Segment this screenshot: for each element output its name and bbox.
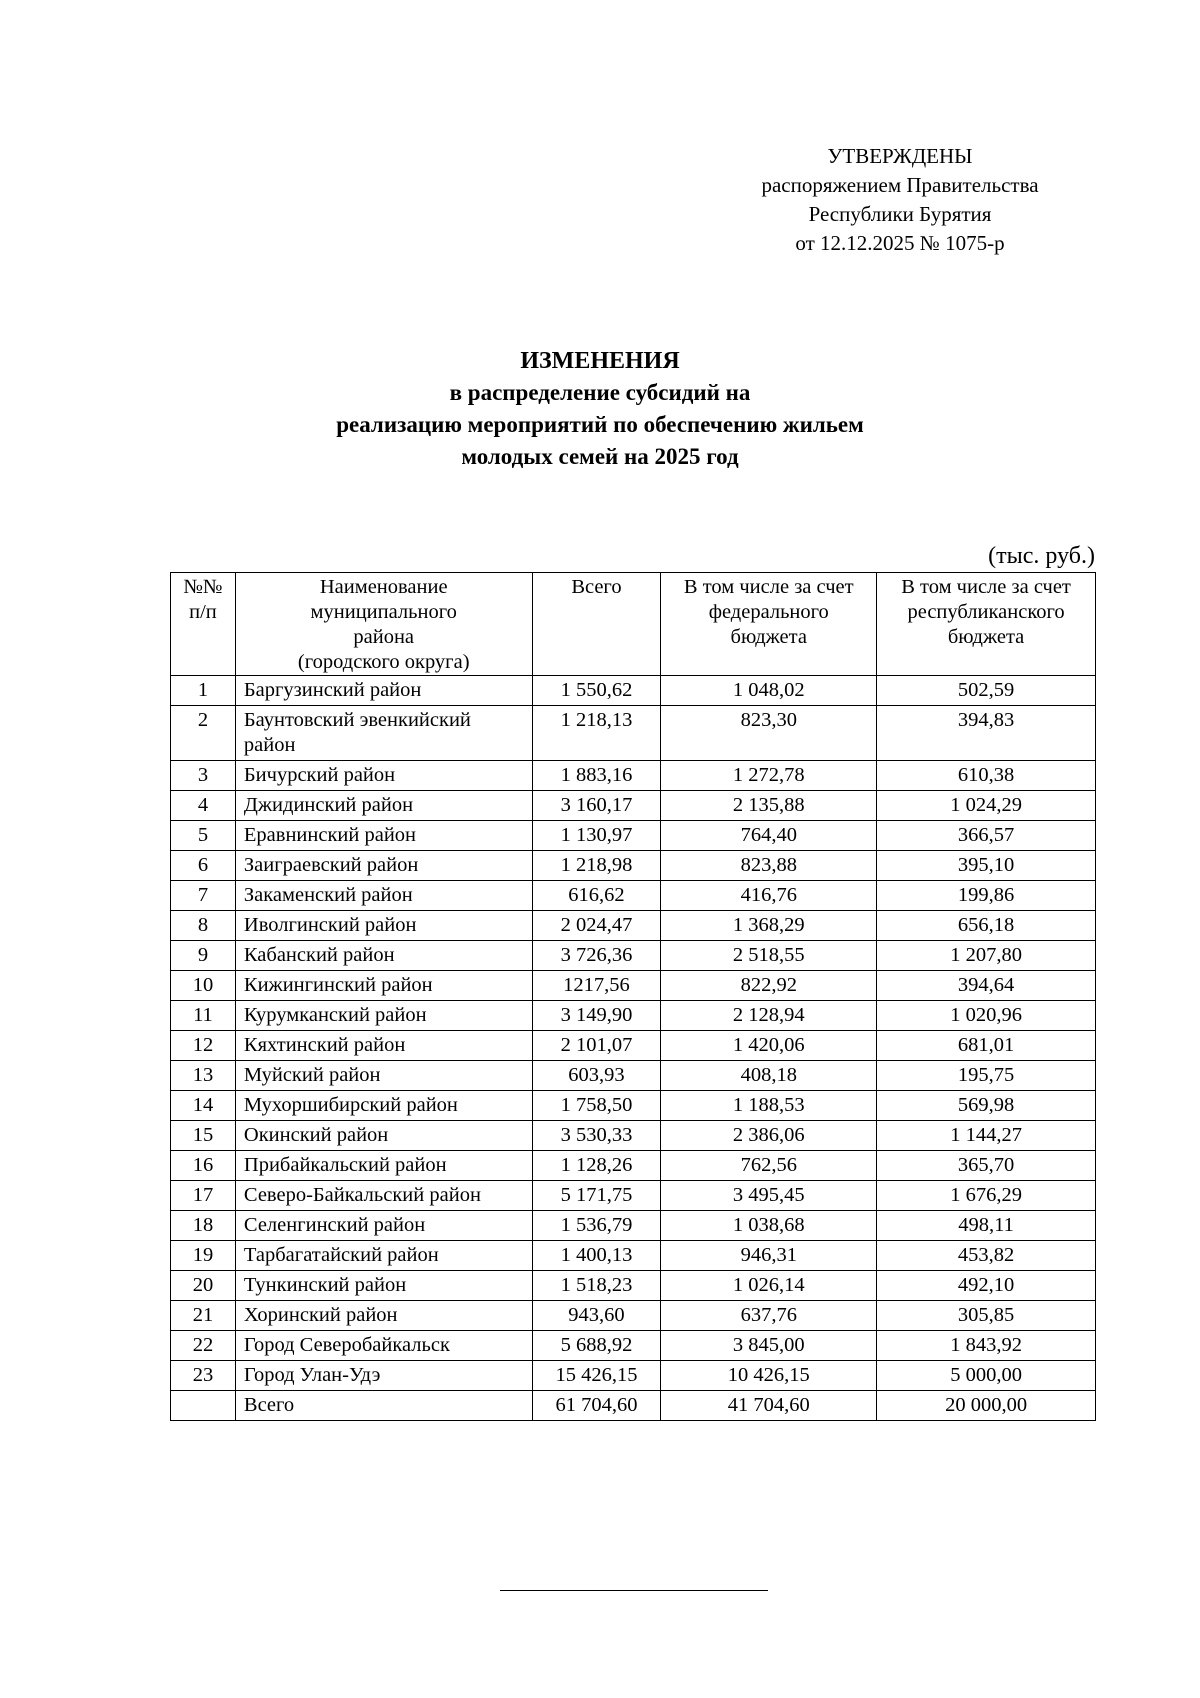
row-number: 13	[171, 1061, 236, 1091]
table-row	[171, 1361, 1096, 1391]
total-amount: 3 726,36	[532, 941, 661, 971]
row-number: 15	[171, 1121, 236, 1151]
total-amount: 1217,56	[532, 971, 661, 1001]
district-name: Северо-Байкальский район	[235, 1181, 532, 1211]
federal-amount: 408,18	[661, 1061, 877, 1091]
table-row	[171, 1091, 1096, 1121]
row-number: 1	[171, 676, 236, 706]
republic-amount: 366,57	[877, 821, 1096, 851]
federal-amount: 1 368,29	[661, 911, 877, 941]
header-name-line: (городского округа)	[297, 651, 470, 673]
row-number: 17	[171, 1181, 236, 1211]
approval-heading: УТВЕРЖДЕНЫ	[827, 144, 973, 168]
district-name: Заиграевский район	[235, 851, 532, 881]
republic-amount: 1 020,96	[877, 1001, 1096, 1031]
table-header-row	[171, 573, 1096, 676]
row-number: 19	[171, 1241, 236, 1271]
federal-amount: 1 188,53	[661, 1091, 877, 1121]
header-total-line: Всего	[571, 576, 622, 598]
units-label: (тыс. руб.)	[988, 543, 1095, 569]
total-amount: 1 883,16	[532, 761, 661, 791]
federal-amount: 1 026,14	[661, 1271, 877, 1301]
row-number: 9	[171, 941, 236, 971]
federal-amount: 823,30	[661, 706, 877, 761]
closing-divider	[500, 1590, 768, 1591]
federal-amount: 764,40	[661, 821, 877, 851]
federal-amount: 823,88	[661, 851, 877, 881]
approval-authority: распоряжением Правительства	[761, 173, 1039, 197]
title-line-3: реализацию мероприятий по обеспечению жильем	[336, 412, 864, 437]
total-amount: 3 530,33	[532, 1121, 661, 1151]
header-republic-line: бюджета	[947, 626, 1025, 648]
total-amount: 1 758,50	[532, 1091, 661, 1121]
table-row	[171, 911, 1096, 941]
total-amount: 1 218,13	[532, 706, 661, 761]
total-federal-amount: 41 704,60	[661, 1391, 877, 1421]
republic-amount: 453,82	[877, 1241, 1096, 1271]
federal-amount: 3 495,45	[661, 1181, 877, 1211]
table-row	[171, 1301, 1096, 1331]
republic-amount: 656,18	[877, 911, 1096, 941]
approval-date-number: от 12.12.2025 № 1075-р	[795, 231, 1005, 255]
total-amount: 5 171,75	[532, 1181, 661, 1211]
total-amount: 15 426,15	[532, 1361, 661, 1391]
row-number: 6	[171, 851, 236, 881]
republic-amount: 394,83	[877, 706, 1096, 761]
district-name: Окинский район	[235, 1121, 532, 1151]
table-row	[171, 881, 1096, 911]
table-row	[171, 1061, 1096, 1091]
table-row	[171, 1271, 1096, 1301]
table-row	[171, 676, 1096, 706]
table-row	[171, 1211, 1096, 1241]
district-name: Хоринский район	[235, 1301, 532, 1331]
header-total	[532, 573, 661, 676]
total-amount: 1 130,97	[532, 821, 661, 851]
republic-amount: 395,10	[877, 851, 1096, 881]
header-num-line: п/п	[189, 601, 217, 623]
header-name-line: Наименование	[319, 576, 448, 598]
republic-amount: 492,10	[877, 1271, 1096, 1301]
table-row	[171, 1121, 1096, 1151]
republic-amount: 1 144,27	[877, 1121, 1096, 1151]
table-row	[171, 706, 1096, 761]
header-num	[171, 573, 236, 676]
header-name-line: муниципального	[310, 601, 457, 623]
republic-amount: 5 000,00	[877, 1361, 1096, 1391]
republic-amount: 394,64	[877, 971, 1096, 1001]
header-num-line: №№	[183, 576, 223, 598]
total-amount: 603,93	[532, 1061, 661, 1091]
district-name: Баргузинский район	[235, 676, 532, 706]
district-name: Тункинский район	[235, 1271, 532, 1301]
district-name: Город Северобайкальск	[235, 1331, 532, 1361]
row-number: 12	[171, 1031, 236, 1061]
total-amount: 5 688,92	[532, 1331, 661, 1361]
federal-amount: 3 845,00	[661, 1331, 877, 1361]
table-row	[171, 1181, 1096, 1211]
federal-amount: 1 048,02	[661, 676, 877, 706]
republic-amount: 1 024,29	[877, 791, 1096, 821]
row-number: 4	[171, 791, 236, 821]
table-row	[171, 1241, 1096, 1271]
row-number: 11	[171, 1001, 236, 1031]
row-number: 23	[171, 1361, 236, 1391]
header-federal	[661, 573, 877, 676]
total-amount: 1 400,13	[532, 1241, 661, 1271]
header-name	[235, 573, 532, 676]
header-federal-line: федерального	[708, 601, 829, 623]
republic-amount: 1 676,29	[877, 1181, 1096, 1211]
total-amount: 1 218,98	[532, 851, 661, 881]
federal-amount: 10 426,15	[661, 1361, 877, 1391]
district-name: Тарбагатайский район	[235, 1241, 532, 1271]
total-row-number	[171, 1391, 236, 1421]
title-line-2: в распределение субсидий на	[449, 380, 751, 405]
federal-amount: 2 386,06	[661, 1121, 877, 1151]
row-number: 20	[171, 1271, 236, 1301]
row-number: 2	[171, 706, 236, 761]
republic-amount: 305,85	[877, 1301, 1096, 1331]
header-federal-line: В том числе за счет	[683, 576, 854, 598]
row-number: 16	[171, 1151, 236, 1181]
row-number: 21	[171, 1301, 236, 1331]
total-amount: 1 128,26	[532, 1151, 661, 1181]
district-name: Иволгинский район	[235, 911, 532, 941]
district-name: Город Улан-Удэ	[235, 1361, 532, 1391]
federal-amount: 2 518,55	[661, 941, 877, 971]
subsidy-distribution-table	[170, 572, 1096, 1421]
district-name: Еравнинский район	[235, 821, 532, 851]
federal-amount: 2 135,88	[661, 791, 877, 821]
district-name: Прибайкальский район	[235, 1151, 532, 1181]
republic-amount: 610,38	[877, 761, 1096, 791]
total-amount: 1 550,62	[532, 676, 661, 706]
table-row	[171, 1331, 1096, 1361]
federal-amount: 946,31	[661, 1241, 877, 1271]
district-name: Бичурский район	[235, 761, 532, 791]
total-row	[171, 1391, 1096, 1421]
total-total-amount: 61 704,60	[532, 1391, 661, 1421]
republic-amount: 502,59	[877, 676, 1096, 706]
header-name-line: района	[353, 626, 415, 648]
total-republic-amount: 20 000,00	[877, 1391, 1096, 1421]
district-name: Закаменский район	[235, 881, 532, 911]
federal-amount: 1 420,06	[661, 1031, 877, 1061]
row-number: 14	[171, 1091, 236, 1121]
federal-amount: 637,76	[661, 1301, 877, 1331]
republic-amount: 199,86	[877, 881, 1096, 911]
republic-amount: 365,70	[877, 1151, 1096, 1181]
federal-amount: 762,56	[661, 1151, 877, 1181]
row-number: 3	[171, 761, 236, 791]
table-row	[171, 821, 1096, 851]
table-row	[171, 1001, 1096, 1031]
table-row	[171, 791, 1096, 821]
district-name: Курумканский район	[235, 1001, 532, 1031]
table-row	[171, 941, 1096, 971]
row-number: 10	[171, 971, 236, 1001]
total-amount: 2 024,47	[532, 911, 661, 941]
total-amount: 3 149,90	[532, 1001, 661, 1031]
table-body	[171, 676, 1096, 1421]
header-republic-line: В том числе за счет	[901, 576, 1071, 598]
total-amount: 2 101,07	[532, 1031, 661, 1061]
title-line-4: молодых семей на 2025 год	[461, 444, 739, 469]
district-name: Баунтовский эвенкийский район	[235, 706, 532, 761]
approval-stamp	[700, 142, 1100, 258]
approval-republic: Республики Бурятия	[808, 202, 992, 226]
row-number: 8	[171, 911, 236, 941]
republic-amount: 681,01	[877, 1031, 1096, 1061]
total-amount: 3 160,17	[532, 791, 661, 821]
row-number: 5	[171, 821, 236, 851]
table-row	[171, 1031, 1096, 1061]
total-amount: 1 536,79	[532, 1211, 661, 1241]
federal-amount: 1 272,78	[661, 761, 877, 791]
table-row	[171, 971, 1096, 1001]
federal-amount: 822,92	[661, 971, 877, 1001]
federal-amount: 1 038,68	[661, 1211, 877, 1241]
header-federal-line: бюджета	[730, 626, 807, 648]
republic-amount: 195,75	[877, 1061, 1096, 1091]
total-amount: 1 518,23	[532, 1271, 661, 1301]
republic-amount: 1 843,92	[877, 1331, 1096, 1361]
district-name: Муйский район	[235, 1061, 532, 1091]
district-name: Кяхтинский район	[235, 1031, 532, 1061]
table-row	[171, 851, 1096, 881]
table-row	[171, 1151, 1096, 1181]
republic-amount: 498,11	[877, 1211, 1096, 1241]
header-republic	[877, 573, 1096, 676]
district-name: Кабанский район	[235, 941, 532, 971]
district-name: Селенгинский район	[235, 1211, 532, 1241]
total-amount: 616,62	[532, 881, 661, 911]
table-row	[171, 761, 1096, 791]
title-main: ИЗМЕНЕНИЯ	[520, 348, 680, 374]
header-republic-line: республиканского	[907, 601, 1065, 623]
federal-amount: 2 128,94	[661, 1001, 877, 1031]
row-number: 7	[171, 881, 236, 911]
republic-amount: 569,98	[877, 1091, 1096, 1121]
row-number: 22	[171, 1331, 236, 1361]
row-number: 18	[171, 1211, 236, 1241]
republic-amount: 1 207,80	[877, 941, 1096, 971]
district-name: Мухоршибирский район	[235, 1091, 532, 1121]
total-amount: 943,60	[532, 1301, 661, 1331]
total-district-name: Всего	[235, 1391, 532, 1421]
document-title	[0, 345, 1200, 473]
federal-amount: 416,76	[661, 881, 877, 911]
district-name: Кижингинский район	[235, 971, 532, 1001]
district-name: Джидинский район	[235, 791, 532, 821]
